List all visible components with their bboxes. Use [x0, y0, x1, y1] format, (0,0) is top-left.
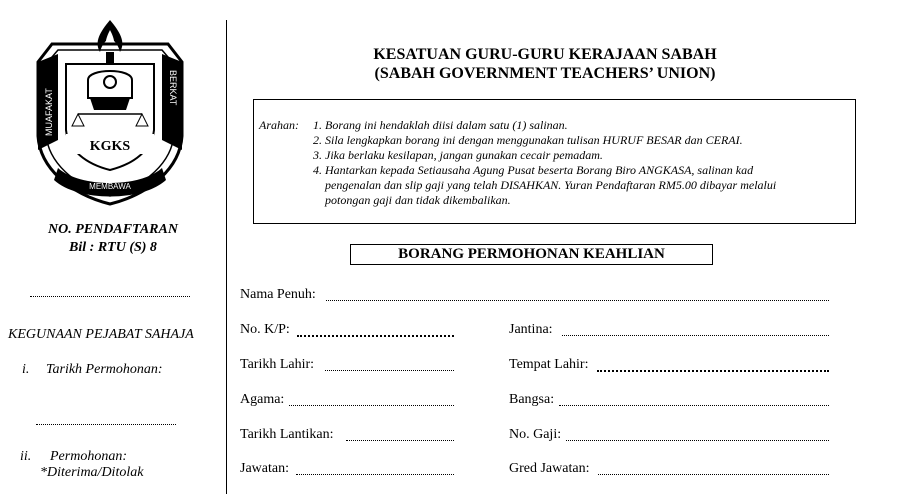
appointment-date-field[interactable] [346, 440, 454, 441]
item-number: ii. [20, 449, 32, 464]
organization-name-english: (SABAH GOVERNMENT TEACHERS’ UNION) [374, 65, 716, 82]
kgks-emblem-logo [30, 18, 190, 208]
date-of-birth-label: Tarikh Lahir: [240, 357, 315, 372]
logo-bottom-ribbon-text: MEMBAWA [89, 182, 131, 191]
salary-number-field[interactable] [566, 440, 829, 441]
application-status-label [20, 449, 127, 465]
organization-name-malay: KESATUAN GURU-GURU KERAJAAN SABAH [373, 46, 717, 63]
race-label: Bangsa: [509, 392, 555, 407]
grade-field[interactable] [598, 474, 829, 475]
race-field[interactable] [559, 405, 829, 406]
instructions-heading: Arahan: [259, 118, 299, 132]
form-title: BORANG PERMOHONAN KEAHLIAN [350, 244, 713, 265]
logo-left-ribbon-text: MUAFAKAT [44, 88, 54, 136]
appointment-date-label: Tarikh Lantikan: [240, 427, 334, 442]
item-number: i. [22, 362, 30, 377]
birthplace-label: Tempat Lahir: [509, 357, 589, 372]
gender-field[interactable] [562, 335, 829, 336]
date-of-birth-field[interactable] [325, 370, 454, 371]
position-label: Jawatan: [240, 461, 289, 476]
instruction-item: 2. Sila lengkapkan borang ini dengan menggunakan tulisan HURUF BESAR dan CERAI. [313, 133, 743, 147]
instruction-item: 4. Hantarkan kepada Setiausaha Agung Pusat beserta Borang Biro ANGKASA, salinan kad [313, 163, 754, 177]
instruction-item: 1. Borang ini hendaklah diisi dalam satu (1) salinan. [313, 118, 568, 132]
office-use-heading: KEGUNAAN PEJABAT SAHAJA [8, 327, 194, 342]
full-name-label: Nama Penuh: [240, 287, 316, 302]
salary-number-label: No. Gaji: [509, 427, 562, 442]
registration-title: NO. PENDAFTARAN [48, 222, 178, 237]
logo-monogram: KGKS [89, 139, 131, 154]
application-date-label [22, 362, 163, 378]
position-field[interactable] [296, 474, 454, 475]
item-label: Permohonan: [50, 449, 127, 464]
application-date-line [36, 424, 176, 425]
application-status-options: *Diterima/Ditolak [40, 465, 144, 480]
birthplace-field[interactable] [597, 370, 829, 372]
full-name-field[interactable] [326, 300, 829, 301]
religion-field[interactable] [289, 405, 454, 406]
column-divider [226, 20, 227, 494]
instruction-item: 3. Jika berlaku kesilapan, jangan gunakan cecair pemadam. [313, 148, 603, 162]
registration-bil: Bil : RTU (S) 8 [69, 240, 157, 255]
instruction-continuation: potongan gaji dan tidak dikembalikan. [325, 193, 511, 207]
item-label: Tarikh Permohonan: [46, 362, 163, 377]
gender-label: Jantina: [509, 322, 553, 337]
instruction-continuation: pengenalan dan slip gaji yang telah DISAHKAN. Yuran Pendaftaran RM5.00 dibayar melalui [325, 178, 777, 192]
registration-number-line [30, 296, 190, 297]
religion-label: Agama: [240, 392, 285, 407]
ic-number-field[interactable] [297, 335, 454, 337]
grade-label: Gred Jawatan: [509, 461, 590, 476]
logo-right-ribbon-text: BERKAT [168, 70, 178, 106]
ic-number-label: No. K/P: [240, 322, 290, 337]
